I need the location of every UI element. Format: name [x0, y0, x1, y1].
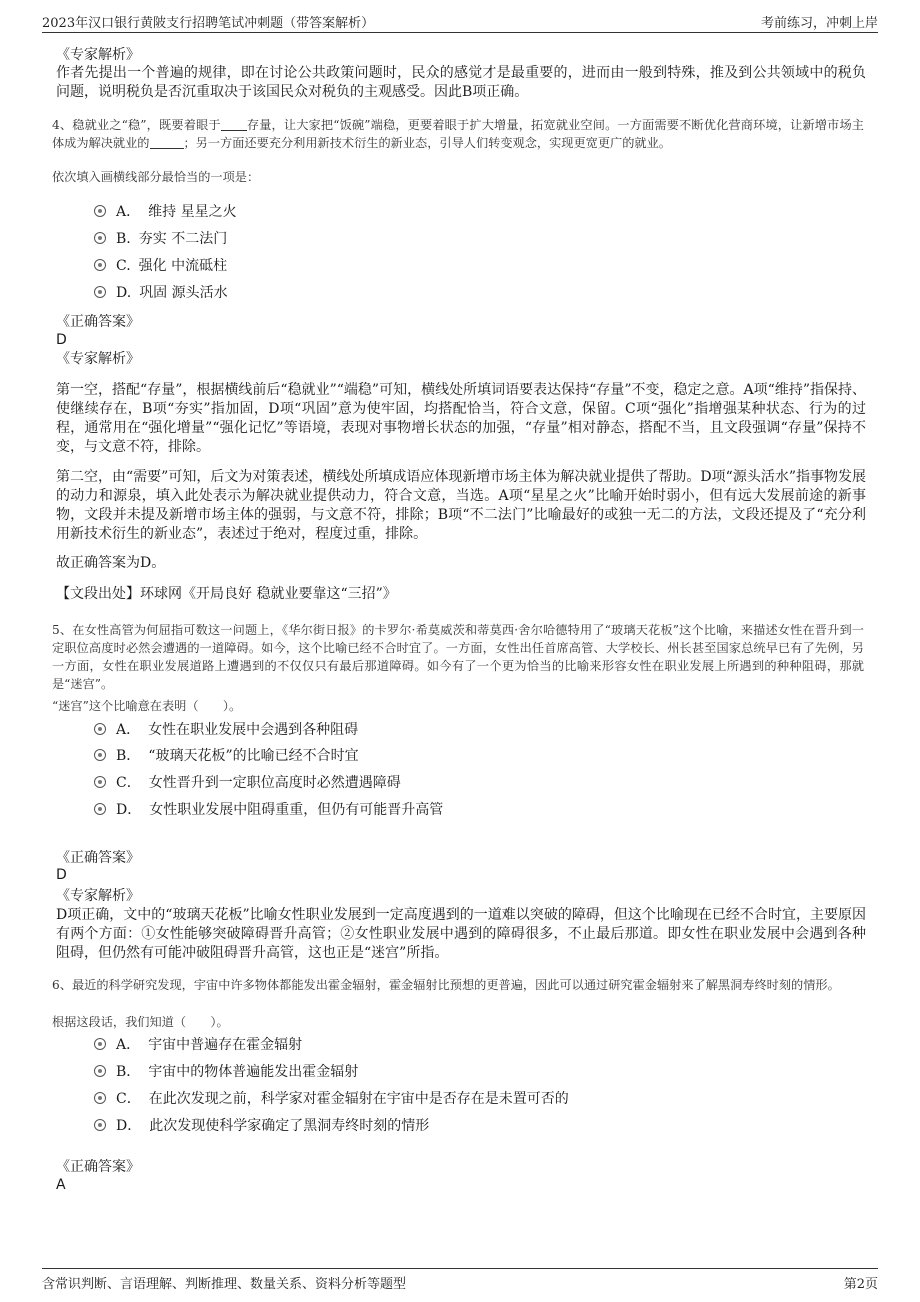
question-4-prompt: 依次填入画横线部分最恰当的一项是：: [52, 170, 260, 184]
option-b[interactable]: [94, 230, 227, 248]
option-b[interactable]: [94, 1063, 358, 1081]
document-title: 2023年汉口银行黄陂支行招聘笔试冲刺题（带答案解析）: [42, 16, 375, 31]
radio-icon[interactable]: [94, 1038, 106, 1050]
stem-part: ；另一方面还要充分利用新技术衍生的新业态，引导人们转变观念，实现更宽更广的就业。: [183, 136, 671, 150]
option-text: 宇宙中的物体普遍能发出霍金辐射: [148, 1064, 359, 1080]
option-text: 女性职业发展中阻碍重重，但仍有可能晋升高管: [149, 802, 444, 818]
page-header: [42, 10, 878, 33]
question-5-prompt: “迷宫”这个比喻意在表明（ ）。: [52, 699, 242, 713]
stem-part: 存量，让大家把“饭碗”端稳，更要着眼于扩大增量，拓宽就业空间。一方面需要不断优化营商环境，让新增市场主体成为解决就业的: [52, 118, 864, 150]
analysis-paragraph-1: 第一空，搭配“存量”，根据横线前后“稳就业”“端稳”可知，横线处所填词语要表达保持“存量”不变，稳定之意。A项“维持”指保持、使继续存在，B项“夯实”指加固，D项“巩固”意为使牢固，均搭配恰当，符合文意，保留。C项“强化”指增强某种状态、行为的过程，通常用在“强化增量”“强化记忆”等语境，表现对事物增长状态的加强，“存量”相对静态，搭配不当，且文段强调“存量”保持不变，与文意不符，排除。: [56, 382, 866, 455]
option-text: 维持 星星之火: [148, 204, 237, 220]
radio-icon[interactable]: [94, 749, 106, 761]
option-key: C.: [116, 258, 131, 274]
option-d[interactable]: [94, 801, 443, 819]
option-text: 巩固 源头活水: [139, 285, 228, 301]
option-key: A．: [116, 1037, 141, 1053]
page-number: 第2页: [843, 1277, 878, 1292]
option-c[interactable]: [94, 1090, 569, 1108]
question-6-stem: 6、最近的科学研究发现，宇宙中许多物体都能发出霍金辐射，霍金辐射比预想的更普遍，因此可以通过研究霍金辐射来了解黑洞寿终时刻的情形。: [52, 978, 840, 992]
option-key: A．: [116, 204, 141, 220]
radio-icon[interactable]: [94, 723, 106, 735]
answer-label: 《正确答案》: [56, 314, 140, 330]
option-text: 在此次发现之前，科学家对霍金辐射在宇宙中是否存在是未置可否的: [148, 1091, 569, 1107]
option-d[interactable]: [94, 284, 228, 302]
option-b[interactable]: [94, 747, 359, 765]
radio-icon[interactable]: [94, 803, 106, 815]
answer-value: A: [56, 1177, 66, 1193]
option-key: A．: [116, 722, 141, 738]
answer-label: 《正确答案》: [56, 1159, 140, 1175]
stem-part: 4、稳就业之“稳”，既要着眼于: [52, 118, 221, 132]
footer-categories: 含常识判断、言语理解、判断推理、数量关系、资料分析等题型: [42, 1277, 407, 1292]
option-a[interactable]: [94, 721, 358, 739]
analysis-conclusion: 故正确答案为D。: [56, 555, 166, 571]
option-key: D．: [116, 802, 142, 818]
option-c[interactable]: [94, 774, 401, 792]
question-4-stem: [52, 116, 864, 152]
option-key: D.: [116, 285, 132, 301]
radio-icon[interactable]: [94, 1092, 106, 1104]
radio-icon[interactable]: [94, 286, 106, 298]
radio-icon[interactable]: [94, 232, 106, 244]
option-key: B．: [116, 1064, 141, 1080]
option-text: “玻璃天花板”的比喻已经不合时宜: [148, 748, 359, 764]
fill-blank: [150, 136, 184, 149]
option-key: D．: [116, 1118, 142, 1134]
option-a[interactable]: [94, 203, 237, 221]
analysis-text: 作者先提出一个普遍的规律，即在讨论公共政策问题时，民众的感觉才是最重要的，进而由一般到特殊，推及到公共领域中的税负问题，说明税负是否沉重取决于该国民众对税负的主观感受。因此B项正确。: [56, 65, 866, 100]
radio-icon[interactable]: [94, 1119, 106, 1131]
option-c[interactable]: [94, 257, 227, 275]
radio-icon[interactable]: [94, 776, 106, 788]
analysis-label: 《专家解析》: [56, 888, 140, 904]
option-text: 宇宙中普遍存在霍金辐射: [148, 1037, 303, 1053]
option-a[interactable]: [94, 1036, 302, 1054]
analysis-label: 《专家解析》: [56, 351, 140, 367]
fill-blank: [221, 118, 247, 131]
option-text: 夯实 不二法门: [138, 231, 228, 247]
answer-value: D: [56, 332, 67, 348]
option-key: C．: [116, 775, 141, 791]
answer-label: 《正确答案》: [56, 850, 140, 866]
option-text: 强化 中流砥柱: [138, 258, 228, 274]
radio-icon[interactable]: [94, 205, 106, 217]
text-source: 【文段出处】环球网《开局良好 稳就业要靠这“三招”》: [56, 586, 397, 602]
option-text: 女性晋升到一定职位高度时必然遭遇障碍: [148, 775, 401, 791]
answer-value: D: [56, 867, 67, 883]
analysis-label: 《专家解析》: [56, 47, 140, 63]
option-key: C．: [116, 1091, 141, 1107]
analysis-text: D项正确，文中的“玻璃天花板”比喻女性职业发展到一定高度遇到的一道难以突破的障碍，但这个比喻现在已经不合时宜，主要原因有两个方面：①女性能够突破障碍晋升高管；②女性职业发展中遇到的障碍很多，不止最后那道。即女性在职业发展中会遇到各种阻碍，但仍然有可能冲破阻碍晋升高管，这也正是“迷宫”所指。: [56, 907, 866, 961]
analysis-paragraph-2: 第二空，由“需要”可知，后文为对策表述，横线处所填成语应体现新增市场主体为解决就业提供了帮助。D项“源头活水”指事物发展的动力和源泉，填入此处表示为解决就业提供动力，符合文意，当选。A项“星星之火”比喻开始时弱小，但有远大发展前途的新事物，文段并未提及新增市场主体的强弱，与文意不符，排除；B项“不二法门”比喻最好的或独一无二的方法，文段还提及了“充分利用新技术衍生的新业态”，表述过于绝对，程度过重，排除。: [56, 469, 866, 542]
page-footer: [42, 1268, 878, 1292]
option-key: B.: [116, 231, 131, 247]
option-text: 此次发现使科学家确定了黑洞寿终时刻的情形: [149, 1118, 430, 1134]
header-slogan: 考前练习，冲刺上岸: [760, 16, 878, 31]
option-key: B．: [116, 748, 141, 764]
option-text: 女性在职业发展中会遇到各种阻碍: [148, 722, 359, 738]
option-d[interactable]: [94, 1117, 429, 1135]
radio-icon[interactable]: [94, 1065, 106, 1077]
question-5-stem: 5、在女性高管为何屈指可数这一问题上，《华尔街日报》的卡罗尔·希莫威茨和蒂莫西·舍尔哈德特用了“玻璃天花板”这个比喻，来描述女性在晋升到一定职位高度时必然会遭遇的一道障碍。如今，这个比喻已经不合时宜了。一方面，女性出任首席高管、大学校长、州长甚至国家总统早已有了先例，另一方面，女性在职业发展道路上遭遇到的不仅仅只有最后那道障碍。如今有了一个更为恰当的比喻来形容女性在职业发展上所遇到的种种阻碍，那就是“迷宫”。: [52, 623, 864, 691]
radio-icon[interactable]: [94, 259, 106, 271]
question-6-prompt: 根据这段话，我们知道（ ）。: [52, 1015, 229, 1029]
